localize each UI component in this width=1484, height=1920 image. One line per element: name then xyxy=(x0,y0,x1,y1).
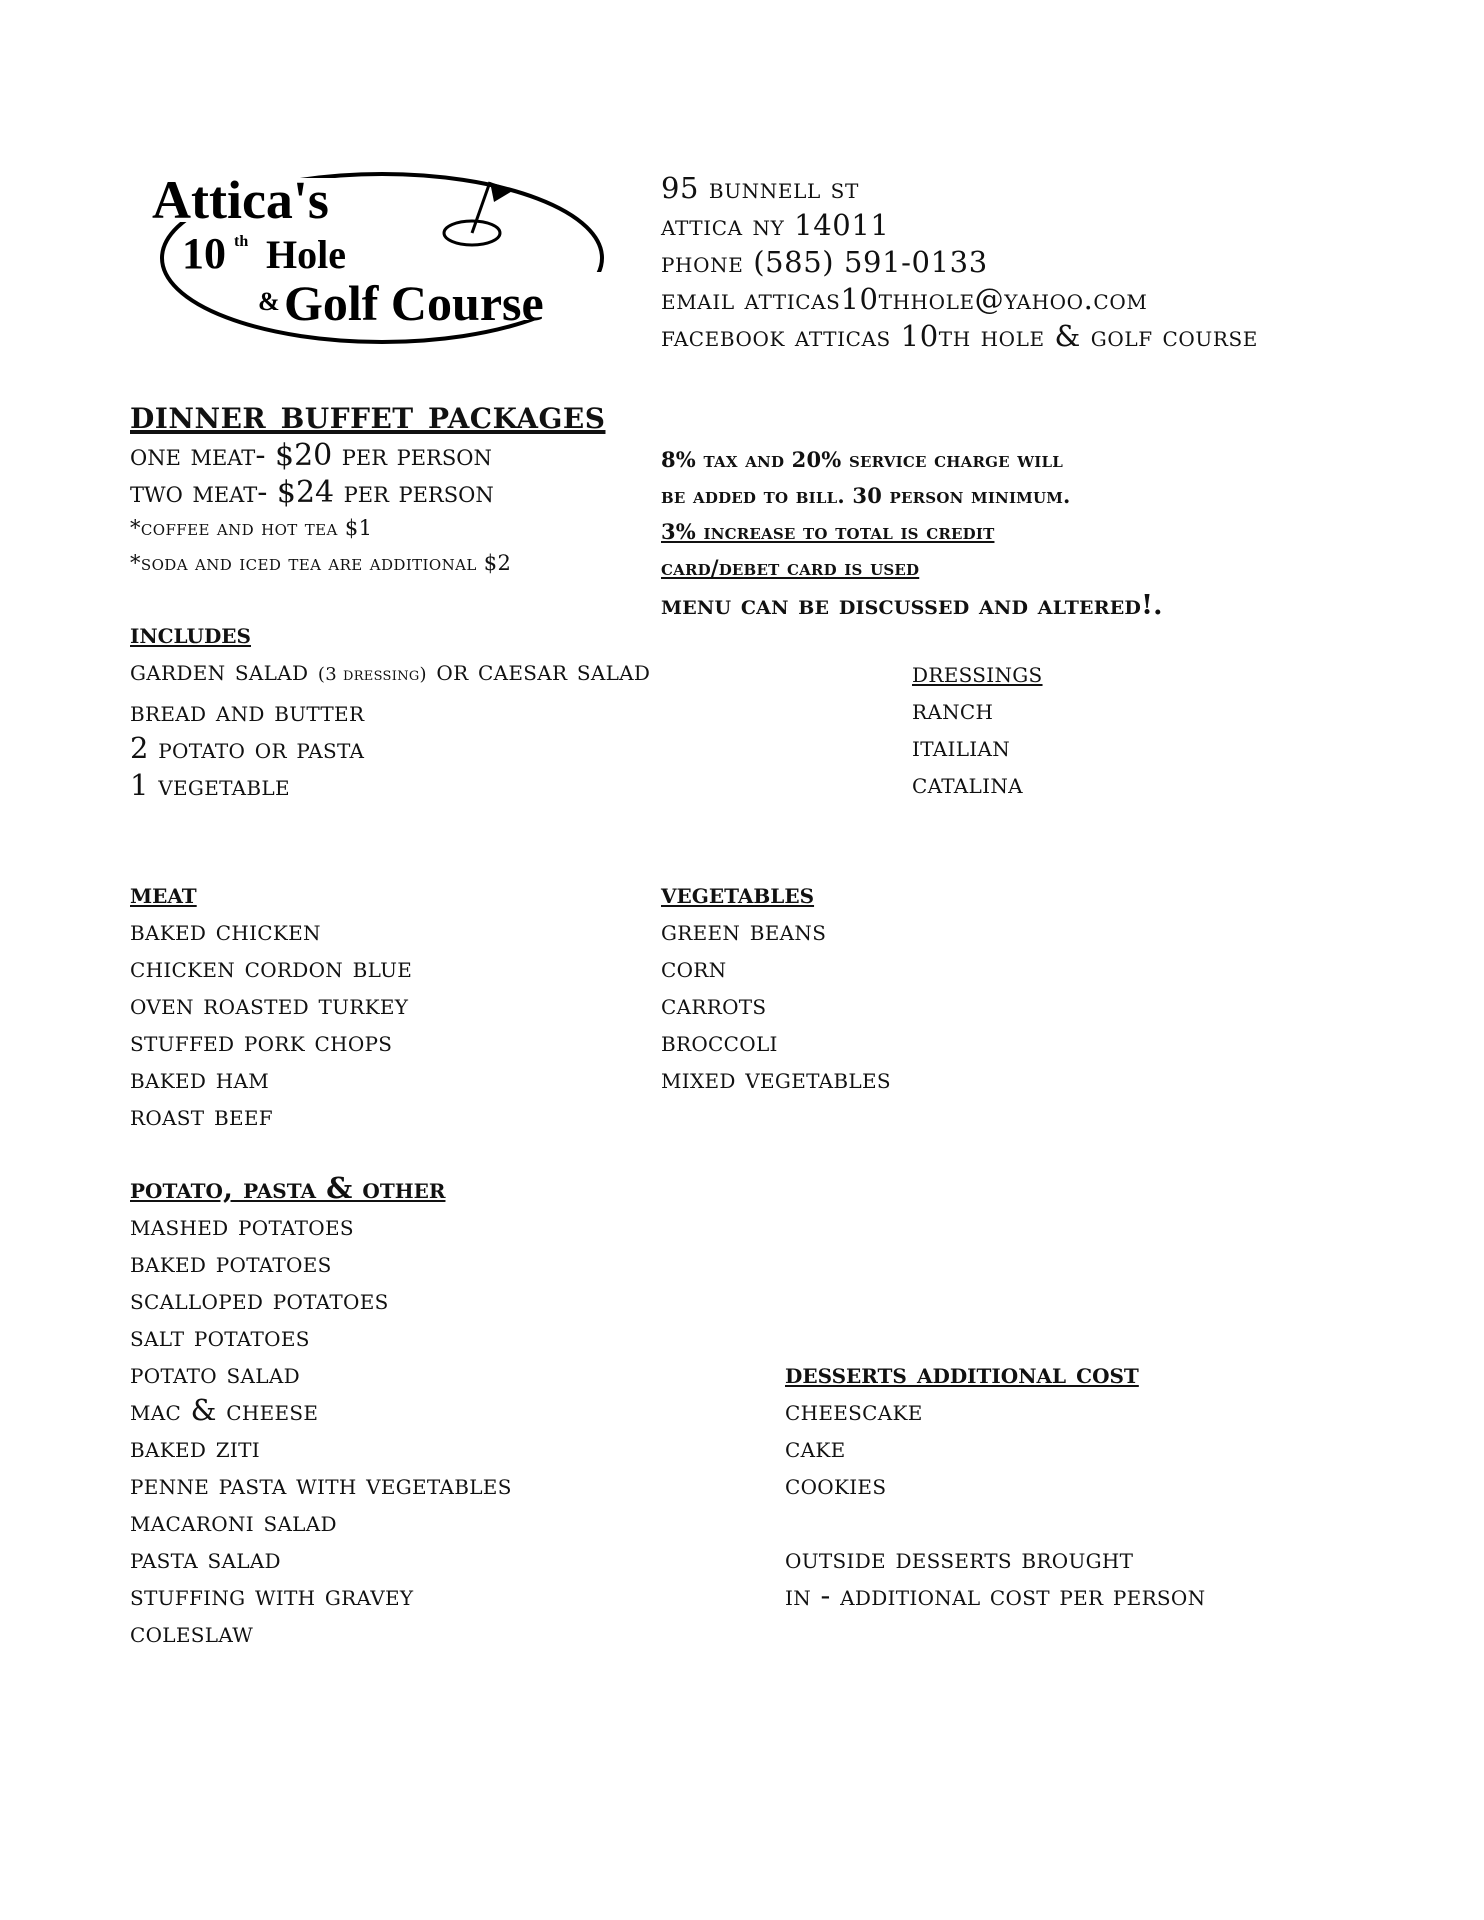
meat-item: chicken cordon blue xyxy=(130,950,413,984)
salad-note: (3 dressing) xyxy=(317,664,427,685)
dressing-item: catalina xyxy=(912,766,1023,800)
potato-item: mac & cheese xyxy=(130,1393,319,1427)
salad-caesar: or caesar salad xyxy=(436,653,651,687)
meat-item: stuffed pork chops xyxy=(130,1024,393,1058)
billing-notes xyxy=(661,442,1163,626)
logo-amp: & xyxy=(258,287,280,316)
potato-item: salt potatoes xyxy=(130,1319,310,1353)
potato-item: macaroni salad xyxy=(130,1504,337,1538)
potato-item: pasta salad xyxy=(130,1541,281,1575)
vegetables-heading: vegetables xyxy=(661,876,815,910)
potato-item: baked potatoes xyxy=(130,1245,332,1279)
logo xyxy=(150,160,610,350)
note-tax: 8% tax and 20% service charge will xyxy=(661,447,1064,472)
note-credit: 3% increase to total is credit xyxy=(661,519,995,544)
includes-item: 2 potato or pasta xyxy=(130,731,365,765)
desserts-section xyxy=(785,1355,1205,1614)
coffee-note: *coffee and hot tea $1 xyxy=(130,516,373,540)
includes-heading: includes xyxy=(130,616,251,650)
logo-golf-course: Golf Course xyxy=(284,275,544,331)
vegetable-item: mixed vegetables xyxy=(661,1061,891,1095)
vegetables-section xyxy=(661,875,891,1097)
contact-block xyxy=(661,170,1258,355)
note-card: card/debet card is used xyxy=(661,555,920,580)
potato-item: baked ziti xyxy=(130,1430,260,1464)
logo-number: 10 xyxy=(182,229,226,278)
vegetable-item: carrots xyxy=(661,987,767,1021)
dessert-item: cheescake xyxy=(785,1393,923,1427)
packages xyxy=(130,437,511,581)
dessert-item: cake xyxy=(785,1430,846,1464)
outside-desserts-line2: in - additional cost per person xyxy=(785,1578,1206,1612)
vegetable-item: corn xyxy=(661,950,727,984)
package-one-meat: one meat- $20 per person xyxy=(130,438,492,473)
includes-salad xyxy=(130,652,650,693)
dessert-item: cookies xyxy=(785,1467,887,1501)
potato-section xyxy=(130,1170,512,1651)
note-minimum: be added to bill. 30 person minimum. xyxy=(661,483,1071,508)
potato-item: potato salad xyxy=(130,1356,300,1390)
potato-heading: potato, pasta & other xyxy=(130,1171,446,1205)
city: attica ny 14011 xyxy=(661,208,890,242)
potato-item: scalloped potatoes xyxy=(130,1282,389,1316)
meat-item: roast beef xyxy=(130,1098,273,1132)
address: 95 bunnell st xyxy=(661,171,859,205)
flag-icon xyxy=(444,182,514,245)
potato-item: mashed potatoes xyxy=(130,1208,354,1242)
includes-section xyxy=(130,615,650,804)
meat-item: baked chicken xyxy=(130,913,321,947)
dressing-item: itailian xyxy=(912,729,1011,763)
note-menu: menu can be discussed and altered!. xyxy=(661,590,1163,621)
salad-garden: garden salad xyxy=(130,653,309,687)
includes-item: 1 vegetable xyxy=(130,768,290,802)
outside-desserts-line1: outside desserts brought xyxy=(785,1541,1134,1575)
email: email atticas10thhole@yahoo.com xyxy=(661,282,1148,316)
includes-item: bread and butter xyxy=(130,694,365,728)
facebook: facebook atticas 10th hole & golf course xyxy=(661,319,1259,353)
meat-item: oven roasted turkey xyxy=(130,987,409,1021)
potato-item: stuffing with gravey xyxy=(130,1578,414,1612)
page-title: dinner buffet packages xyxy=(130,391,606,438)
potato-item: penne pasta with vegetables xyxy=(130,1467,512,1501)
dressings-section xyxy=(912,654,1043,802)
soda-note: *soda and iced tea are additional $2 xyxy=(130,551,512,575)
phone: phone (585) 591-0133 xyxy=(661,245,988,279)
logo-superscript: th xyxy=(234,233,249,250)
logo-line1: Attica's xyxy=(152,170,329,230)
meat-section xyxy=(130,875,412,1134)
dressings-heading: dressings xyxy=(912,655,1043,689)
desserts-heading: desserts additional cost xyxy=(785,1356,1139,1390)
logo-hole: Hole xyxy=(266,232,346,277)
meat-item: baked ham xyxy=(130,1061,269,1095)
meat-heading: meat xyxy=(130,876,197,910)
package-two-meat: two meat- $24 per person xyxy=(130,475,494,510)
vegetable-item: broccoli xyxy=(661,1024,778,1058)
vegetable-item: green beans xyxy=(661,913,827,947)
logo-graphic xyxy=(150,160,610,350)
dressing-item: ranch xyxy=(912,692,994,726)
potato-item: coleslaw xyxy=(130,1615,254,1649)
